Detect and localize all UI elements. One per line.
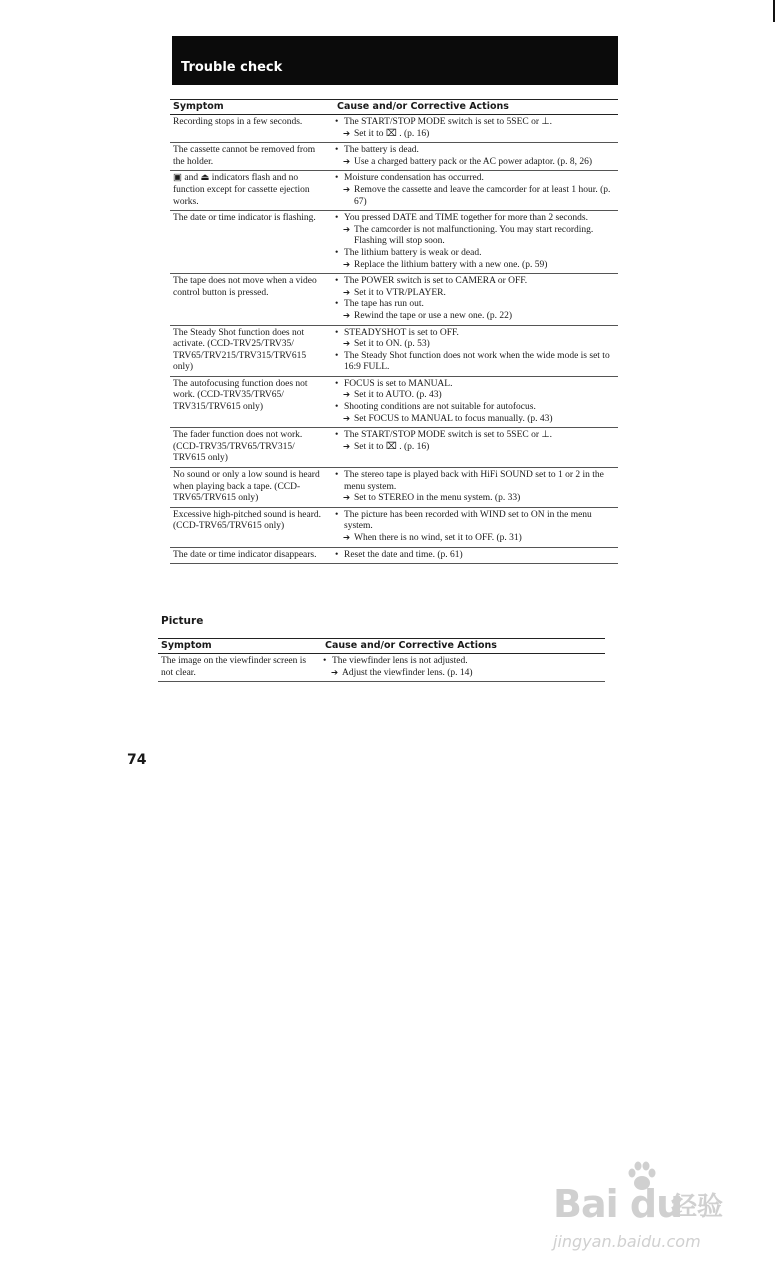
corrective-action [332,185,618,208]
action-text: Remove the cassette and leave the camcorder for at least 1 hour. (p. 67) [354,184,611,207]
arrow-icon: ➔ [331,667,339,678]
cause-item [320,656,605,668]
action-text: Set it to VTR/PLAYER. [354,287,446,298]
table-row [170,508,618,548]
bullet-icon: • [335,327,339,338]
watermark-chinese: 经验 [671,1192,724,1222]
corrective-action [332,493,618,505]
cause-item [332,117,618,129]
corrective-action [332,414,618,426]
bullet-icon: • [335,117,339,127]
table-row [170,211,618,274]
arrow-icon: ➔ [343,184,351,195]
arrow-icon: ➔ [343,413,351,424]
cause-item [332,299,618,311]
corrective-action [332,339,618,351]
corrective-action [332,129,618,141]
watermark-logo: Bai du [553,1182,683,1226]
corrective-action [332,157,618,169]
table-row [158,654,605,682]
corrective-action [332,311,618,323]
cause-text: The picture has been recorded with WIND set to ON in the menu system. [344,509,592,532]
cause-item [332,145,618,157]
cause-text: The battery is dead. [344,145,419,156]
bullet-icon: • [335,299,339,310]
action-text: Rewind the tape or use a new one. (p. 22) [354,310,513,321]
cause-item [332,510,618,533]
cause-text: Shooting conditions are not suitable for autofocus. [344,402,536,413]
arrow-icon: ➔ [343,128,351,139]
symptom-cell: The date or time indicator is flashing. [173,213,316,224]
arrow-icon: ➔ [343,224,351,235]
cause-cell [332,117,618,140]
bullet-icon: • [335,378,339,389]
symptom-cell: No sound or only a low sound is heard when playing back a tape. (CCD-TRV65/TRV615 only) [173,470,320,504]
corrective-action [332,442,618,454]
bullet-icon: • [335,350,339,361]
cause-item [332,173,618,185]
table-row [170,428,618,468]
bullet-icon: • [335,213,339,224]
action-text: Set it to ⌧ . (p. 16) [354,128,430,139]
arrow-icon: ➔ [343,390,351,401]
table-body [158,654,605,682]
cause-text: The POWER switch is set to CAMERA or OFF. [344,276,528,287]
cause-item [332,402,618,414]
symptom-cell: The date or time indicator disappears. [173,549,317,560]
bullet-icon: • [335,145,339,156]
table-header [158,638,605,654]
bullet-icon: • [335,470,339,481]
cause-item [332,248,618,260]
cause-cell [332,510,618,545]
symptom-cell: Recording stops in a few seconds. [173,117,303,127]
table-row [170,274,618,325]
action-text: The camcorder is not malfunctioning. You may start recording. Flashing will stop soon. [354,224,594,247]
table-header [170,99,618,115]
arrow-icon: ➔ [343,156,351,167]
picture-table [158,638,605,682]
corrective-action [332,390,618,402]
cause-text: The stereo tape is played back with HiFi SOUND set to 1 or 2 in the menu system. [344,470,604,492]
symptom-cell: The cassette cannot be removed from the holder. [173,145,316,167]
trouble-table [170,99,618,564]
cause-cell [332,213,618,271]
table-row [170,468,618,508]
cause-column-header: Cause and/or Corrective Actions [337,101,509,112]
cause-text: FOCUS is set to MANUAL. [344,378,453,389]
cause-text: The Steady Shot function does not work when the wide mode is set to 16:9 FULL. [344,350,610,373]
cause-cell [332,379,618,425]
action-text: Set it to AUTO. (p. 43) [354,390,442,401]
bullet-icon: • [335,549,339,560]
cause-item [332,351,618,374]
symptom-cell: The image on the viewfinder screen is not clear. [161,656,307,678]
cause-cell [332,550,618,562]
action-text: Use a charged battery pack or the AC power adaptor. (p. 8, 26) [354,156,593,167]
action-text: Replace the lithium battery with a new one. (p. 59) [354,259,548,270]
cause-item [332,328,618,340]
cause-cell [332,470,618,505]
action-text: When there is no wind, set it to OFF. (p. 31) [354,533,522,543]
cause-text: The lithium battery is weak or dead. [344,247,482,258]
arrow-icon: ➔ [343,533,351,543]
bullet-icon: • [323,656,327,666]
table-row [170,326,618,377]
section-title-picture: Picture [161,615,204,627]
symptom-cell: ▣ and ⏏ indicators flash and no function except for cassette ejection works. [173,173,310,207]
action-text: Set FOCUS to MANUAL to focus manually. (p. 43) [354,413,553,424]
cause-cell [320,656,605,679]
watermark-url: jingyan.baidu.com [553,1232,701,1251]
symptom-cell: The Steady Shot function does not activate. (CCD-TRV25/TRV35/ TRV65/TRV215/TRV315/TRV615 only) [173,327,307,373]
page-edge-mark [773,0,775,22]
corrective-action [332,225,618,248]
cause-text: Moisture condensation has occurred. [344,173,484,184]
bullet-icon: • [335,276,339,287]
action-text: Set to STEREO in the menu system. (p. 33) [354,493,521,504]
cause-item [332,379,618,391]
symptom-cell: The fader function does not work. (CCD-TRV35/TRV65/TRV315/ TRV615 only) [173,430,303,464]
cause-item [332,550,618,562]
action-text: Set it to ON. (p. 53) [354,339,430,350]
table-body [170,115,618,564]
action-text: Set it to ⌧ . (p. 16) [354,441,430,452]
cause-cell [332,430,618,465]
cause-item [332,430,618,442]
arrow-icon: ➔ [343,287,351,298]
cause-item [332,276,618,288]
symptom-column-header: Symptom [173,101,224,112]
corrective-action [332,288,618,300]
bullet-icon: • [335,173,339,184]
cause-cell [332,173,618,208]
cause-text: The START/STOP MODE switch is set to 5SEC or ⊥. [344,117,553,127]
action-text: Adjust the viewfinder lens. (p. 14) [342,667,473,678]
page-number: 74 [127,752,147,768]
cause-text: The START/STOP MODE switch is set to 5SEC or ⊥. [344,430,553,441]
arrow-icon: ➔ [343,441,351,452]
arrow-icon: ➔ [343,310,351,321]
table-row [170,115,618,143]
cause-text: The tape has run out. [344,299,424,310]
bullet-icon: • [335,247,339,258]
table-row [170,171,618,211]
symptom-cell: The tape does not move when a video control button is pressed. [173,276,317,298]
cause-cell [332,145,618,168]
page-title: Trouble check [181,60,283,75]
bullet-icon: • [335,402,339,413]
arrow-icon: ➔ [343,493,351,504]
header-bar [172,36,618,85]
arrow-icon: ➔ [343,259,351,270]
symptom-cell: Excessive high-pitched sound is heard. (CCD-TRV65/TRV615 only) [173,509,322,532]
baidu-watermark [553,1160,753,1260]
table-row [170,548,618,565]
arrow-icon: ➔ [343,339,351,350]
corrective-action [332,260,618,272]
bullet-icon: • [335,430,339,441]
cause-text: Reset the date and time. (p. 61) [344,549,463,560]
cause-text: The viewfinder lens is not adjusted. [332,656,468,666]
bullet-icon: • [335,509,339,520]
table-row [170,377,618,428]
symptom-column-header: Symptom [161,640,212,651]
cause-text: STEADYSHOT is set to OFF. [344,327,459,338]
cause-item [332,470,618,493]
cause-cell [332,328,618,374]
symptom-cell: The autofocusing function does not work. (CCD-TRV35/TRV65/ TRV315/TRV615 only) [173,378,308,413]
cause-item [332,213,618,225]
table-row [170,143,618,171]
cause-text: You pressed DATE and TIME together for more than 2 seconds. [344,213,588,224]
cause-column-header: Cause and/or Corrective Actions [325,640,497,651]
cause-cell [332,276,618,322]
corrective-action [332,533,618,545]
corrective-action [320,668,605,680]
